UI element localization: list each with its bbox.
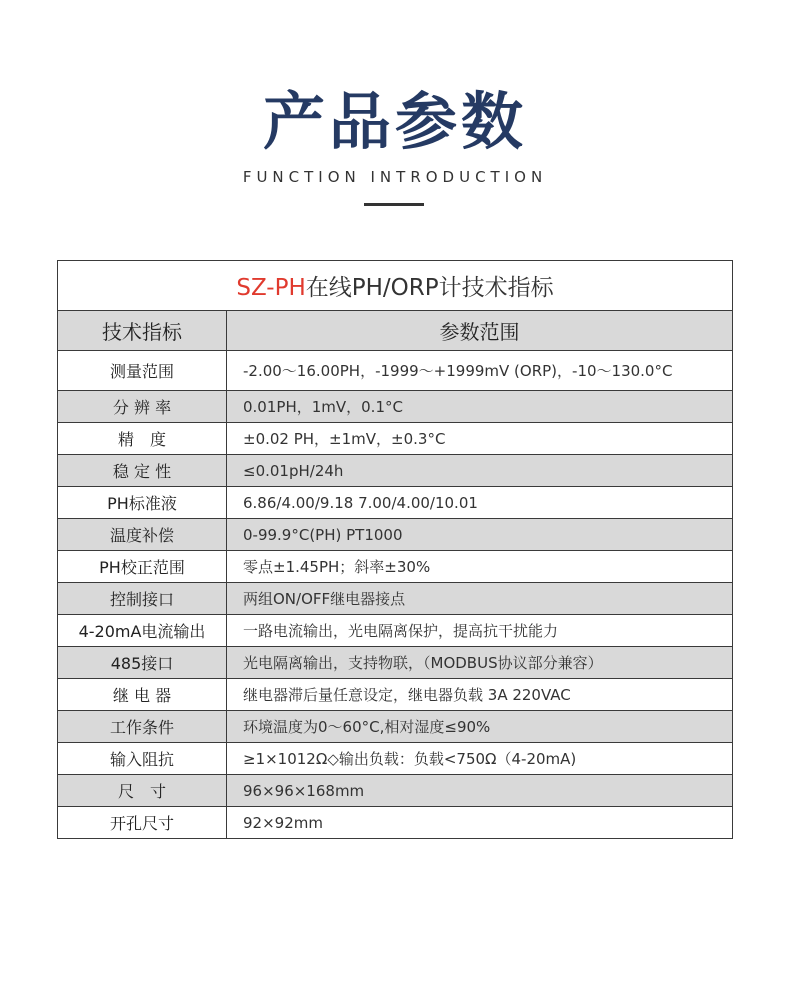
table-row xyxy=(58,519,733,551)
table-row xyxy=(58,679,733,711)
table-row xyxy=(58,455,733,487)
row-label: 继 电 器 xyxy=(58,679,227,711)
table-header-row xyxy=(58,311,733,351)
row-label: 输入阻抗 xyxy=(58,743,227,775)
row-value: 96×96×168mm xyxy=(227,775,733,807)
title-divider xyxy=(364,203,424,206)
row-value: 两组ON/OFF继电器接点 xyxy=(227,583,733,615)
page-title: 产品参数 xyxy=(262,85,527,158)
row-value: 光电隔离输出，支持物联，（MODBUS协议部分兼容） xyxy=(227,647,733,679)
table-row xyxy=(58,775,733,807)
row-label: 工作条件 xyxy=(58,711,227,743)
table-row xyxy=(58,391,733,423)
row-value: 92×92mm xyxy=(227,807,733,839)
row-value: ≥1×1012Ω◇输出负载：负载<750Ω（4-20mA) xyxy=(227,743,733,775)
table-row xyxy=(58,807,733,839)
table-row xyxy=(58,615,733,647)
row-value: 0-99.9°C(PH) PT1000 xyxy=(227,519,733,551)
row-value: 一路电流输出，光电隔离保护，提高抗干扰能力 xyxy=(227,615,733,647)
table-row xyxy=(58,583,733,615)
table-body xyxy=(58,351,733,839)
row-label: PH校正范围 xyxy=(58,551,227,583)
row-value: ±0.02 PH，±1mV，±0.3°C xyxy=(227,423,733,455)
row-value: ≤0.01pH/24h xyxy=(227,455,733,487)
row-label: 开孔尺寸 xyxy=(58,807,227,839)
row-value: -2.00～16.00PH，-1999～+1999mV (ORP)，-10～130.0°C xyxy=(227,351,733,391)
row-label: 4-20mA电流输出 xyxy=(58,615,227,647)
row-label: 精 度 xyxy=(58,423,227,455)
row-value: 0.01PH，1mV，0.1°C xyxy=(227,391,733,423)
row-label: 稳 定 性 xyxy=(58,455,227,487)
table-row xyxy=(58,743,733,775)
table-row xyxy=(58,711,733,743)
row-label: 尺 寸 xyxy=(58,775,227,807)
header-value: 参数范围 xyxy=(227,311,733,351)
row-label: PH标准液 xyxy=(58,487,227,519)
row-label: 分 辨 率 xyxy=(58,391,227,423)
row-value: 环境温度为0～60°C,相对湿度≤90% xyxy=(227,711,733,743)
row-label: 测量范围 xyxy=(58,351,227,391)
caption-model: SZ-PH xyxy=(236,275,306,301)
page-header xyxy=(0,0,790,260)
row-value: 零点±1.45PH；斜率±30% xyxy=(227,551,733,583)
table-row xyxy=(58,551,733,583)
table-row xyxy=(58,487,733,519)
row-value: 继电器滞后量任意设定，继电器负载 3A 220VAC xyxy=(227,679,733,711)
caption-text: 在线PH/ORP计技术指标 xyxy=(305,275,554,301)
page-subtitle: FUNCTION INTRODUCTION xyxy=(242,168,548,186)
spec-table xyxy=(57,260,733,839)
row-label: 控制接口 xyxy=(58,583,227,615)
header-label: 技术指标 xyxy=(58,311,227,351)
table-row xyxy=(58,423,733,455)
table-caption xyxy=(58,261,733,311)
row-label: 温度补偿 xyxy=(58,519,227,551)
table-row xyxy=(58,647,733,679)
row-label: 485接口 xyxy=(58,647,227,679)
table-row xyxy=(58,351,733,391)
row-value: 6.86/4.00/9.18 7.00/4.00/10.01 xyxy=(227,487,733,519)
